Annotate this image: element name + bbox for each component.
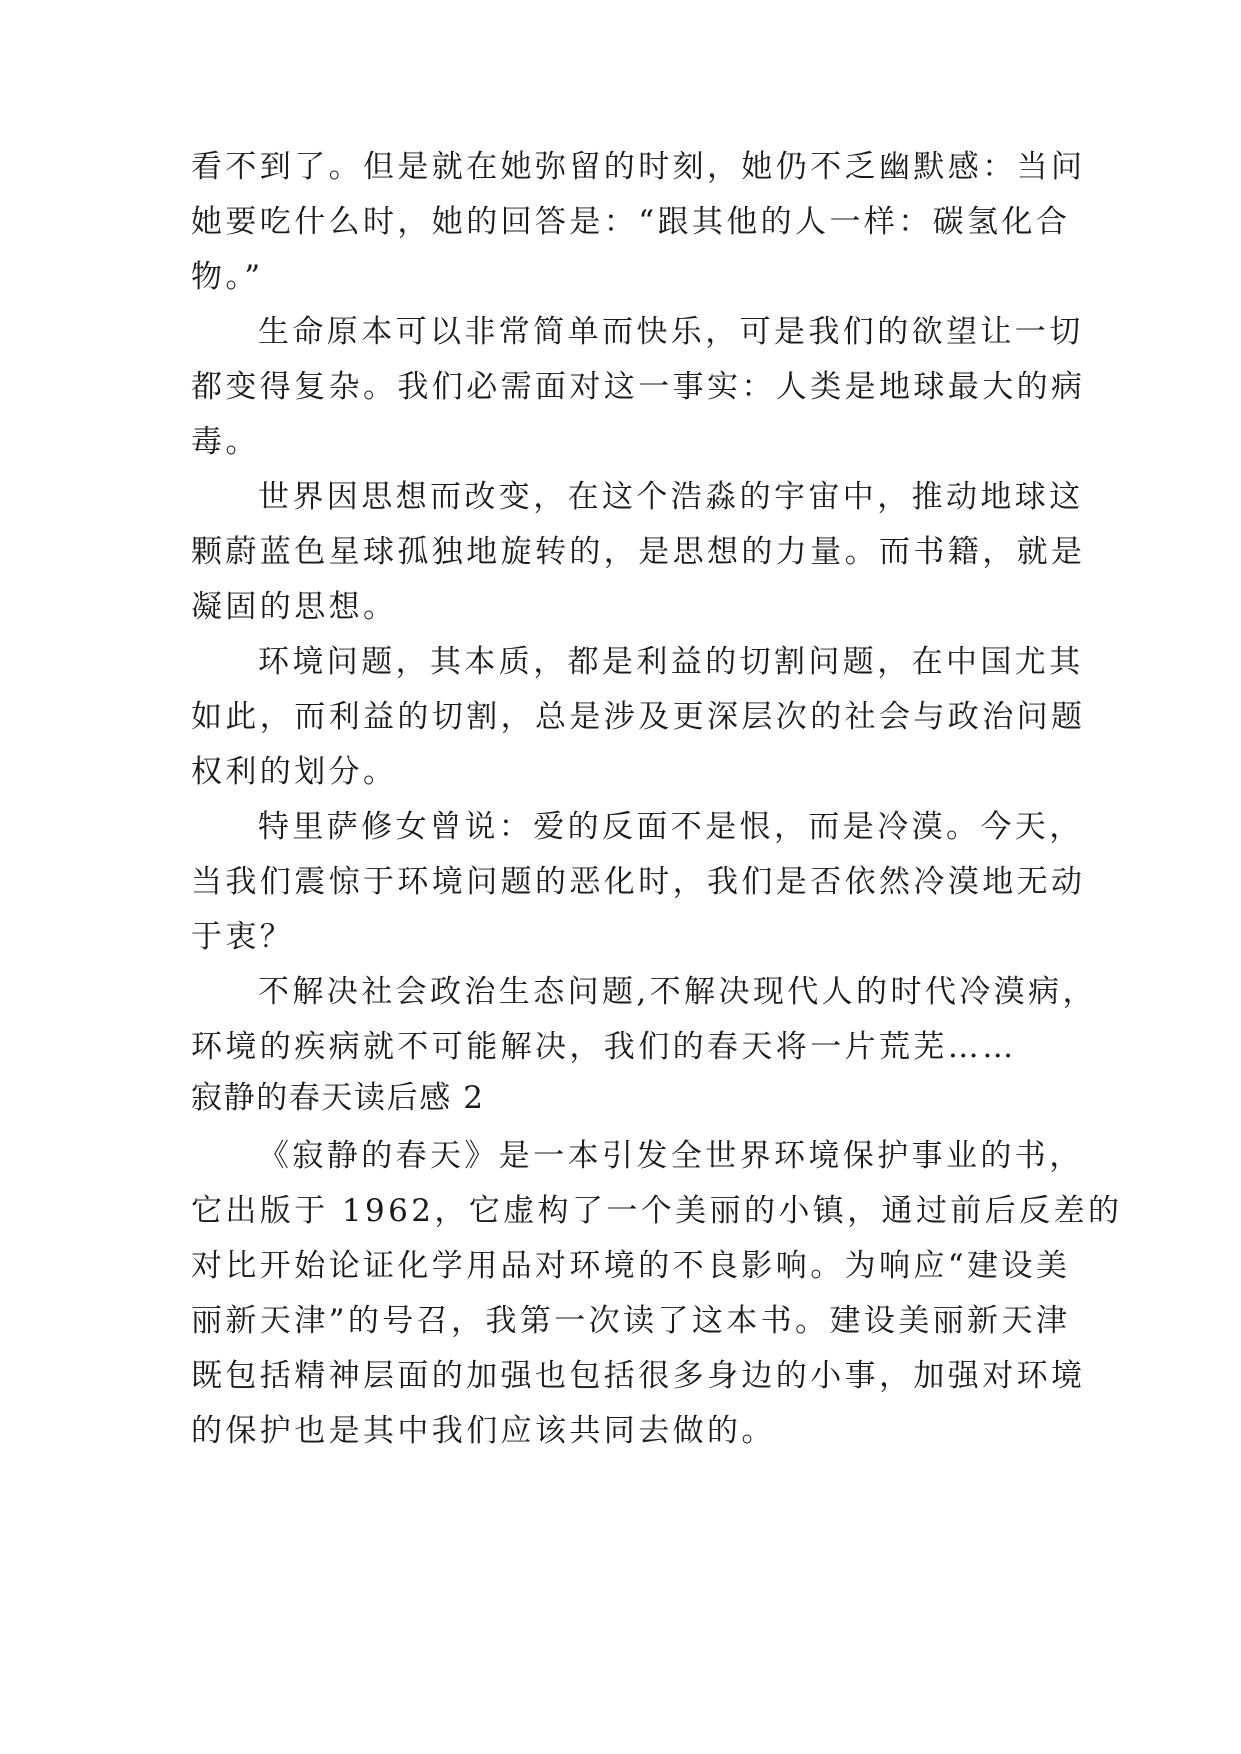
text-line: 的保护也是其中我们应该共同去做的。	[191, 1413, 776, 1449]
text-line: 它出版于 1962，它虚构了一个美丽的小镇，通过前后反差的	[191, 1193, 1123, 1229]
text-line: 凝固的思想。	[191, 589, 398, 625]
text-line: 都变得复杂。我们必需面对这一事实：人类是地球最大的病	[191, 369, 1086, 405]
text-line: 生命原本可以非常简单而快乐，可是我们的欲望让一切	[258, 314, 1084, 350]
text-line: 看不到了。但是就在她弥留的时刻，她仍不乏幽默感：当问	[191, 149, 1086, 185]
text-line: 毒。	[191, 424, 260, 460]
text-line: 《寂静的春天》是一本引发全世界环境保护事业的书，	[258, 1138, 1084, 1174]
text-line: 不解决社会政治生态问题,不解决现代人的时代冷漠病，	[258, 974, 1097, 1010]
text-line: 世界因思想而改变，在这个浩淼的宇宙中，推动地球这	[258, 479, 1084, 515]
text-line: 当我们震惊于环境问题的恶化时，我们是否依然冷漠地无动	[191, 864, 1086, 900]
text-line: 如此，而利益的切割，总是涉及更深层次的社会与政治问题	[191, 699, 1086, 735]
text-line: 对比开始论证化学用品对环境的不良影响。为响应“建设美	[191, 1248, 1071, 1284]
text-line: 物。”	[191, 259, 264, 295]
text-line: 权利的划分。	[191, 754, 398, 790]
text-line: 丽新天津”的号召，我第一次读了这本书。建设美丽新天津	[191, 1303, 1071, 1339]
text-line: 于衷？	[191, 919, 295, 955]
section-heading: 寂静的春天读后感 2	[191, 1080, 485, 1116]
text-line: 特里萨修女曾说：爱的反面不是恨，而是冷漠。今天，	[258, 809, 1084, 845]
text-line: 环境问题，其本质，都是利益的切割问题，在中国尤其	[258, 644, 1084, 680]
text-line: 她要吃什么时，她的回答是：“跟其他的人一样：碳氢化合	[191, 204, 1071, 240]
text-line: 既包括精神层面的加强也包括很多身边的小事，加强对环境	[191, 1358, 1086, 1394]
text-line: 颗蔚蓝色星球孤独地旋转的，是思想的力量。而书籍，就是	[191, 534, 1086, 570]
text-line: 环境的疾病就不可能解决，我们的春天将一片荒芜……	[191, 1029, 1017, 1065]
